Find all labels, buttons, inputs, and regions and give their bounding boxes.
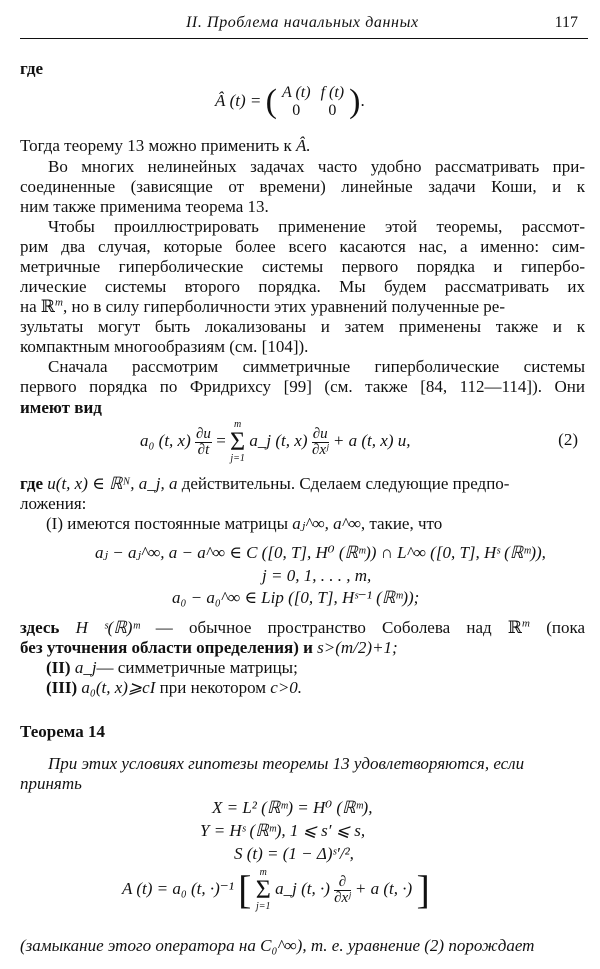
ahat-matrix: [277, 84, 349, 120]
rm-exponent: m: [55, 296, 63, 309]
text-line-12: компактным многообразиям (см. [104]).: [20, 337, 309, 356]
text-line-10b: , но в силу гиперболичности этих уравнений полученные ре-: [63, 297, 506, 316]
dxj-denominator-2: ∂xʲ: [334, 889, 351, 906]
text-line-2-text: Тогда теорему 13 можно применить к: [20, 136, 292, 155]
text-line-11: зультаты могут быть локализованы и затем применены также и к: [20, 317, 585, 336]
sum-sigma-2: Σ: [255, 875, 271, 904]
rm-symbol: ℝ: [40, 297, 56, 317]
t4-tail: + a (t, ·): [354, 878, 413, 898]
sum-upper-2: m: [259, 867, 267, 878]
final-line: [20, 936, 585, 956]
text-line-18: [46, 514, 600, 534]
text-line-13: Сначала рассмотрим симметричные гиперболические системы: [48, 357, 585, 376]
du-numerator-2: ∂u: [312, 425, 328, 442]
du-dt-fraction: [195, 427, 212, 458]
text-line-21a: (II): [46, 658, 71, 677]
text-line-5: ним также применима теорема 13.: [20, 197, 269, 216]
rm-symbol-2: ℝ: [507, 618, 523, 638]
sum-operator: [230, 420, 245, 464]
eq2-tail: + a (t, x) u,: [332, 430, 411, 450]
sum-sigma: Σ: [230, 427, 246, 456]
text-line-16b: действительны. Сделаем следующие предпо-: [181, 474, 510, 493]
sum-operator-2: [256, 868, 271, 912]
theorem-eq-4: [122, 868, 430, 912]
aj-symbol: a_j: [74, 658, 97, 677]
text-line-16: [20, 474, 585, 494]
text-line-15: имеют вид: [20, 398, 102, 417]
text-line-19: [20, 618, 585, 638]
du-dx-fraction: [312, 427, 329, 458]
text-line-3: Во многих нелинейных задачах часто удобно рассматривать при-: [48, 157, 585, 176]
d-dxj-fraction: [334, 875, 351, 906]
theorem-eq-2: Y = Hˢ (ℝᵐ), 1 ⩽ s′ ⩽ s,: [200, 821, 366, 840]
text-line-22b: при некотором: [159, 678, 267, 697]
text-line-22a: (III): [46, 678, 78, 697]
right-paren: ): [349, 83, 361, 120]
du-numerator: ∂u: [196, 425, 211, 442]
text-line-1: где: [20, 59, 44, 78]
equation-number-2: (2): [558, 430, 578, 449]
sobolev-space: H ˢ(ℝ)ᵐ: [75, 618, 140, 637]
eq2-lhs: a₀ (t, x): [140, 430, 191, 450]
u-membership: u(t, x) ∈ ℝᴺ, a_j, a: [47, 474, 178, 493]
text-line-9: лические системы второго порядка. Мы будем рассматривать их: [20, 277, 585, 296]
page-number: 117: [554, 14, 578, 31]
text-line-16a: где: [20, 474, 44, 493]
left-paren: (: [265, 83, 277, 120]
text-line-22: [46, 678, 600, 698]
condition-2: j = 0, 1, . . . , m,: [262, 566, 372, 585]
theorem-eq-3: S (t) = (1 − Δ)ˢ′/²,: [234, 844, 354, 863]
running-header-title: II. Проблема начальных данных: [186, 14, 419, 31]
matrix-entry-21: 0: [292, 102, 301, 119]
text-line-20: [20, 638, 585, 658]
final-line-a: (замыкание этого оператора на: [20, 936, 256, 955]
ahat-symbol: Â.: [296, 136, 311, 155]
right-bracket: ]: [416, 867, 430, 912]
text-line-19b: — обычное пространство Соболева над: [155, 618, 492, 637]
t4-aj: a_j (t, ·): [275, 878, 330, 898]
text-line-7: рим два случая, которые более всего касаются нас, а именно: сим-: [20, 237, 585, 256]
text-line-17: ложения:: [20, 494, 87, 513]
theorem-eq-1: X = L² (ℝᵐ) = H⁰ (ℝᵐ),: [212, 798, 373, 817]
theorem-line-1: При этих условиях гипотезы теоремы 13 удовлетворяются, если: [48, 754, 525, 773]
t4-lhs: A (t) = a₀ (t, ·)⁻¹: [122, 878, 234, 898]
ahat-definition: Â (t) = ( A (t) f (t) 0 0 ).: [215, 83, 365, 120]
text-line-10: [20, 297, 585, 317]
text-line-21: [46, 658, 600, 678]
rm-exponent-2: m: [522, 617, 530, 630]
sum-lower-2: j=1: [256, 901, 271, 912]
constant-matrices: aⱼ^∞, a^∞: [292, 514, 361, 533]
c-condition: c>0.: [270, 678, 303, 697]
a0-condition: a₀(t, x)⩾cI: [81, 678, 156, 697]
sum-upper: m: [233, 419, 242, 430]
text-line-21b: — симметричные матрицы;: [96, 658, 298, 677]
text-line-19c: (пока: [546, 618, 586, 637]
final-line-b: ), т. е. уравнение (2) порождает: [296, 936, 535, 955]
ahat-lhs: Â (t) =: [215, 90, 262, 110]
text-line-14: первого порядка по Фридрихсу [99] (см. также [84, 112—114]). Они: [20, 377, 585, 396]
matrix-entry-12: f (t): [320, 84, 345, 101]
matrix-entry-22: 0: [328, 102, 337, 119]
d-numerator: ∂: [334, 875, 351, 891]
header-rule: [20, 38, 588, 39]
equation-2: a₀ (t, x) $\frac{\partial u}{\partial t}$ = m Σ j=1 a_j (t, x) $\frac{\partial u}{\text{∂xʲ}}$ + a (t, x) u,: [140, 419, 411, 464]
condition-1: aⱼ − aⱼ^∞, a − a^∞ ∈ C ([0, T], H⁰ (ℝᵐ)) ∩ L^∞ ([0, T], Hˢ (ℝᵐ)),: [95, 543, 546, 562]
text-line-18a: (I) имеются постоянные матрицы: [46, 514, 289, 533]
eq2-aj: a_j (t, x): [249, 430, 308, 450]
text-line-19a: здесь: [20, 618, 60, 637]
text-line-10a: на: [20, 297, 37, 316]
text-line-8: метричные гиперболические системы первого порядка и гипербо-: [20, 257, 585, 276]
dt-denominator: ∂t: [197, 441, 210, 458]
text-line-6: Чтобы проиллюстрировать применение этой теоремы, рассмот-: [48, 217, 585, 236]
s-condition: s>(m/2)+1;: [317, 638, 398, 657]
condition-3: a₀ − a₀^∞ ∈ Lip ([0, T], Hˢ⁻¹ (ℝᵐ));: [172, 588, 420, 607]
dxj-denominator: ∂xʲ: [311, 441, 329, 458]
left-bracket: [: [238, 867, 252, 912]
matrix-entry-11: A (t): [281, 84, 311, 101]
text-line-20-text: без уточнения области определения) и: [20, 638, 313, 657]
text-line-4: соединенные (зависящие от времени) линейные задачи Коши, и к: [20, 177, 585, 196]
text-line-2: [20, 136, 585, 156]
text-line-18b: , такие, что: [360, 514, 443, 533]
theorem-14-title: Теорема 14: [20, 722, 105, 741]
theorem-line-2: принять: [20, 774, 82, 793]
c0-infinity: C₀^∞: [260, 936, 297, 955]
sum-lower: j=1: [230, 453, 245, 464]
